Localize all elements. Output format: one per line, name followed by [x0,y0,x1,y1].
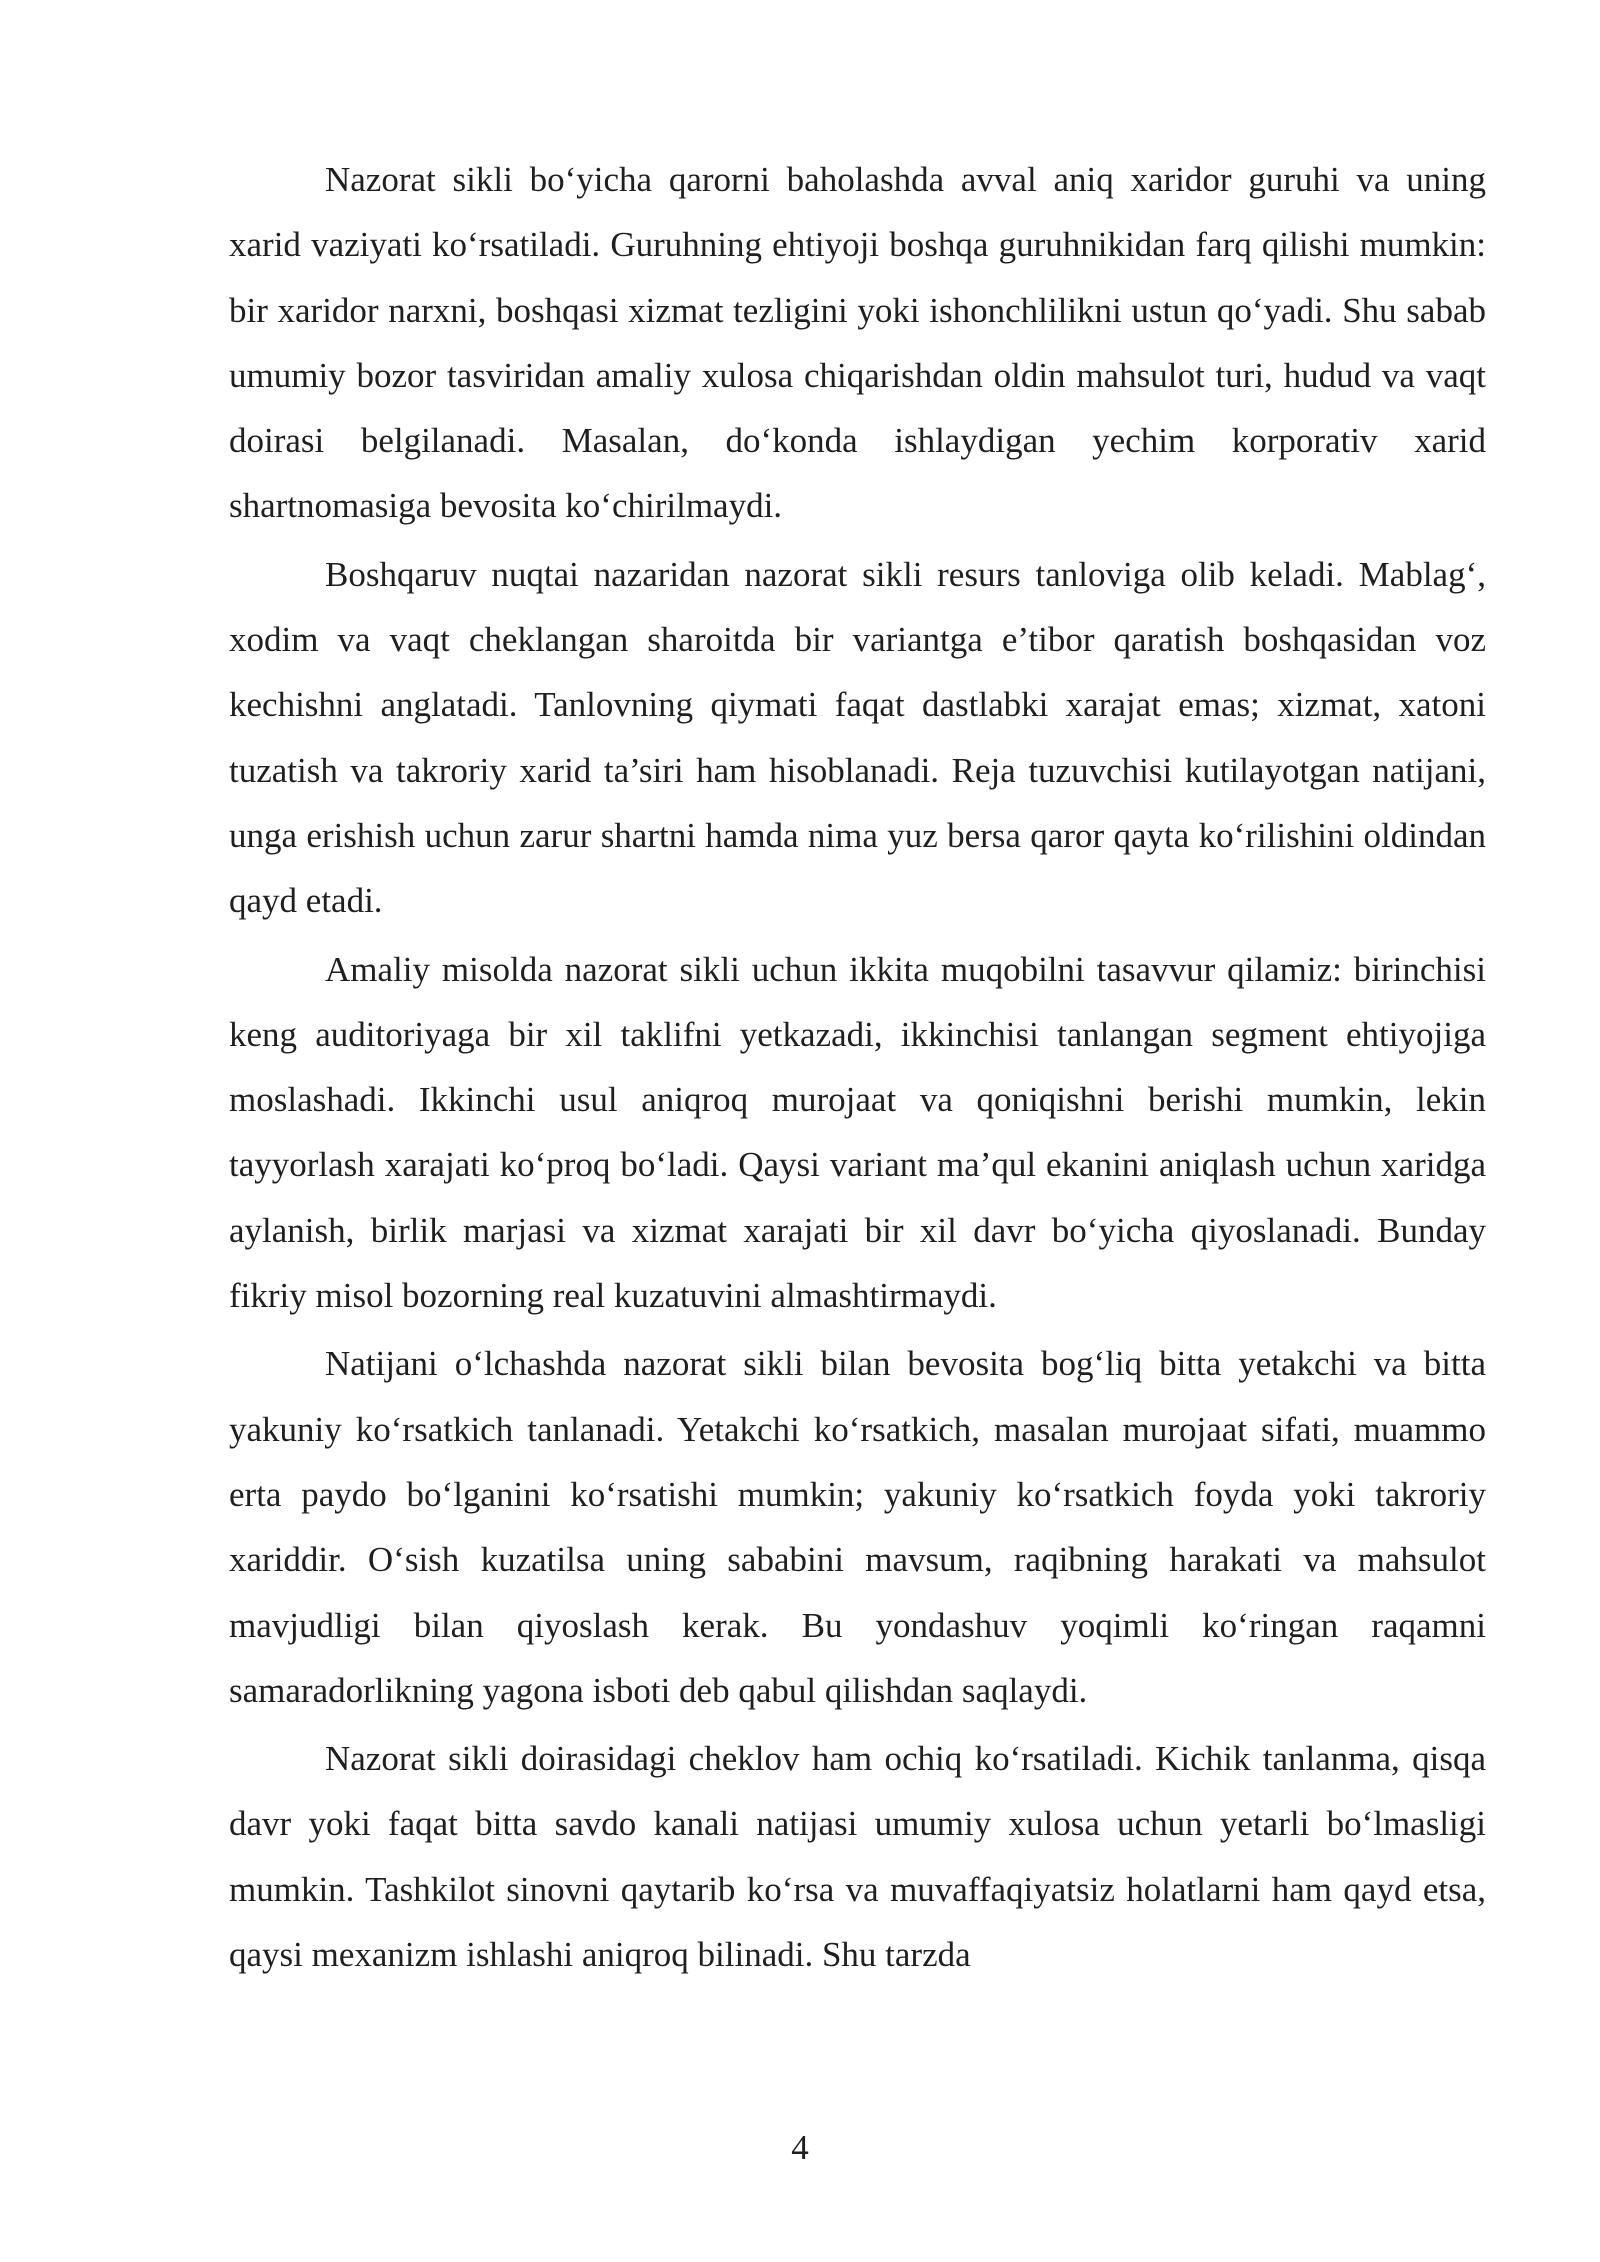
page-number: 4 [791,2128,809,2167]
paragraph-4: Natijani o‘lchashda nazorat sikli bilan bevosita bog‘liq bitta yetakchi va bitta yakuniy ko‘rsatkich tanlanadi. Yetakchi ko‘rsatkich, masalan murojaat sifati, muammo erta paydo bo‘lganini ko‘rsatishi mumkin; yakuniy ko‘rsatkich foyda yoki takroriy xariddir. O‘sish kuzatilsa uning sababini mavsum, raqibning harakati va mahsulot mavjudligi bilan qiyoslash kerak. Bu yondashuv yoqimli ko‘ringan raqamni samaradorlikning yagona isboti deb qabul qilishdan saqlaydi. [229,1344,1486,1710]
paragraph-5: Nazorat sikli doirasidagi cheklov ham ochiq ko‘rsatiladi. Kichik tanlanma, qisqa davr yoki faqat bitta savdo kanali natijasi umumiy xulosa uchun yetarli bo‘lmasligi mumkin. Tashkilot sinovni qaytarib ko‘rsa va muvaffaqiyatsiz holatlarni ham qayd etsa, qaysi mexanizm ishlashi aniqroq bilinadi. Shu tarzda [229,1739,1486,1975]
paragraph-3: Amaliy misolda nazorat sikli uchun ikkita muqobilni tasavvur qilamiz: birinchisi keng auditoriyaga bir xil taklifni yetkazadi, ikkinchisi tanlangan segment ehtiyojiga moslashadi. Ikkinchi usul aniqroq murojaat va qoniqishni berishi mumkin, lekin tayyorlash xarajati ko‘proq bo‘ladi. Qaysi variant ma’qul ekanini aniqlash uchun xaridga aylanish, birlik marjasi va xizmat xarajati bir xil davr bo‘yicha qiyoslanadi. Bunday fikriy misol bozorning real kuzatuvini almashtirmaydi. [229,949,1486,1316]
body-text [229,147,1486,1990]
paragraph-2: Boshqaruv nuqtai nazaridan nazorat sikli resurs tanloviga olib keladi. Mablag‘, xodim va vaqt cheklangan sharoitda bir variantga e’tibor qaratish boshqasidan voz kechishni anglatadi. Tanlovning qiymati faqat dastlabki xarajat emas; xizmat, xatoni tuzatish va takroriy xarid ta’siri ham hisoblanadi. Reja tuzuvchisi kutilayotgan natijani, unga erishish uchun zarur shartni hamda nima yuz bersa qaror qayta ko‘rilishini oldindan qayd etadi. [229,554,1486,921]
paragraph-1: Nazorat sikli bo‘yicha qarorni baholashda avval aniq xaridor guruhi va uning xarid vaziyati ko‘rsatiladi. Guruhning ehtiyoji boshqa guruhnikidan farq qilishi mumkin: bir xaridor narxni, boshqasi xizmat tezligini yoki ishonchlilikni ustun qo‘yadi. Shu sabab umumiy bozor tasviridan amaliy xulosa chiqarishdan oldin mahsulot turi, hudud va vaqt doirasi belgilanadi. Masalan, do‘konda ishlaydigan yechim korporativ xarid shartnomasiga bevosita ko‘chirilmaydi. [229,160,1486,526]
